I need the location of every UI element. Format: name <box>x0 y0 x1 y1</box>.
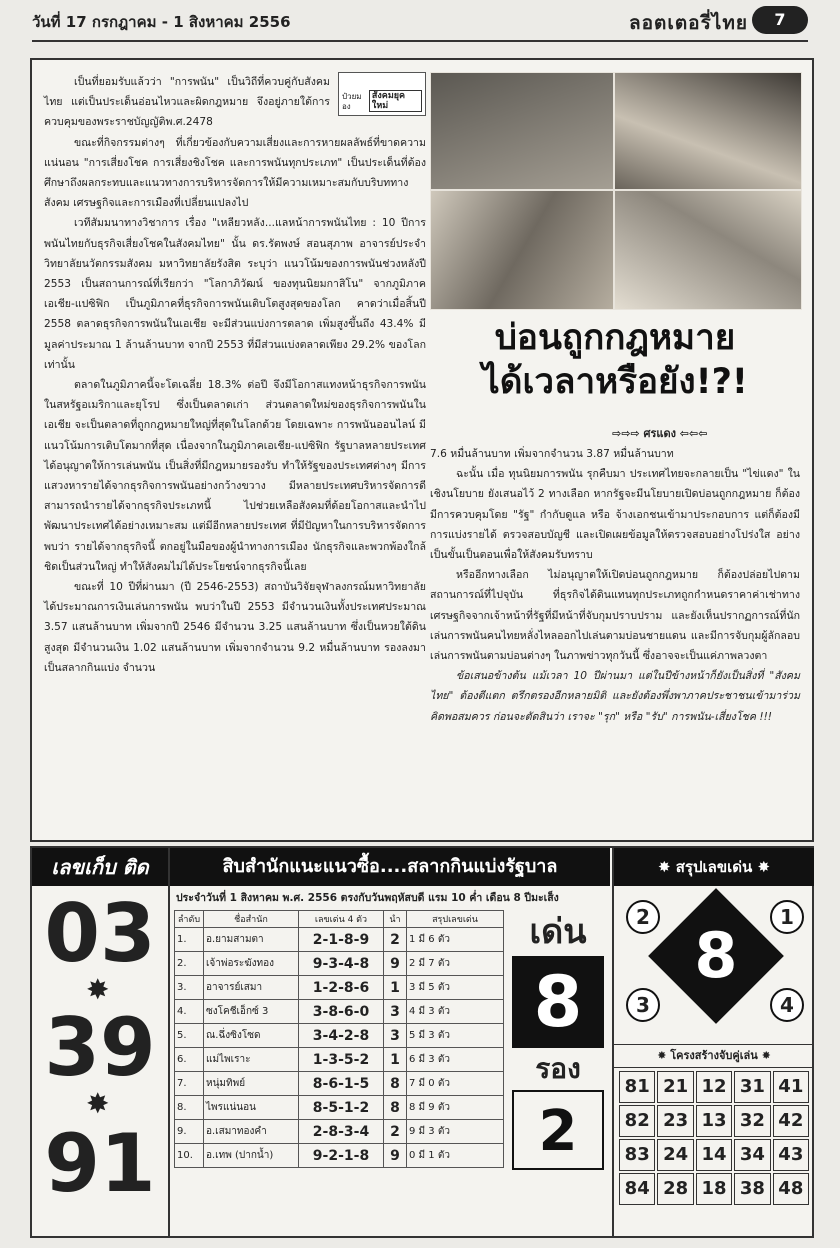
pair-number: 13 <box>696 1105 732 1137</box>
pair-number: 81 <box>619 1071 655 1103</box>
pair-number: 42 <box>773 1105 809 1137</box>
pair-number: 32 <box>734 1105 770 1137</box>
cell-no: 8. <box>175 1096 204 1120</box>
cell-digits: 3-4-2-8 <box>299 1024 384 1048</box>
cell-name: อาจารย์เสมา <box>204 976 299 1000</box>
cell-sum: 0 มี 1 ตัว <box>407 1144 504 1168</box>
headline <box>430 316 800 404</box>
byline: ⇨⇨⇨ ศรแดง ⇦⇦⇦ <box>612 427 708 440</box>
corner-number: 4 <box>770 988 804 1022</box>
cell-sum: 7 มี 0 ตัว <box>407 1072 504 1096</box>
cell-no: 2. <box>175 952 204 976</box>
draw-date-line: ประจำวันที่ 1 สิงหาคม พ.ศ. 2556 ตรงกับวันพฤหัสบดี แรม 10 ค่ำ เดือน 8 ปีมะเส็ง <box>176 892 559 904</box>
col-header: ชื่อสำนัก <box>204 911 299 928</box>
col-header: ลำดับ <box>175 911 204 928</box>
cell-sum: 2 มี 7 ตัว <box>407 952 504 976</box>
table-row <box>175 1144 504 1168</box>
summary-title: ✸ สรุปเลขเด่น ✸ <box>614 848 814 886</box>
main-label: เด่น <box>529 912 587 952</box>
table-row <box>175 1120 504 1144</box>
cell-sum: 8 มี 9 ตัว <box>407 1096 504 1120</box>
grid-row <box>618 1138 810 1172</box>
summary-panel <box>612 848 814 1236</box>
grid-row <box>618 1104 810 1138</box>
logo-text-1: ป๋วยมอง <box>342 92 362 111</box>
cell-sum: 6 มี 3 ตัว <box>407 1048 504 1072</box>
pair-number: 84 <box>619 1173 655 1205</box>
pair-number: 31 <box>734 1071 770 1103</box>
cell-no: 10. <box>175 1144 204 1168</box>
paragraph: ขณะที่ 10 ปีที่ผ่านมา (ปี 2546-2553) สถาบันวิจัยจุฬาลงกรณ์มหาวิทยาลัย ได้ประมาณการเงินเล่นการพนัน พบว่าในปี 2553 มีจำนวนเงินทั้งประเทศประมาณ 3.57 แสนล้านบาท เพิ่มจากปี 2546 มีจำนวน 3.25 แสนล้านบาท ซึ่งเป็นหวยใต้ดินสูงสุด มีจำนวนเงิน 1.02 แสนล้านบาท เพิ่มจากจำนวน 9.2 หมื่นล้านบาท รองลงมาเป็นสลากกินแบ่ง จำนวน <box>44 581 426 674</box>
table-row <box>175 1072 504 1096</box>
chips-photo <box>614 190 802 310</box>
cell-digits: 8-5-1-2 <box>299 1096 384 1120</box>
cell-lead: 1 <box>384 1048 407 1072</box>
ten-houses-panel <box>170 848 610 1236</box>
cell-sum: 9 มี 3 ตัว <box>407 1120 504 1144</box>
paragraph: ฉะนั้น เมื่อ ทุนนิยมการพนัน รุกคืบมา ประเทศไทยจะกลายเป็น "ไข่แดง" ในเชิงนโยบาย ยังเสนอไว้ 2 ทางเลือก หากรัฐจะมีนโยบายเปิดบ่อนถูกกฎหมาย ก็ต้องมีการควบคุมโดย "รัฐ" กำกับดูแล หรือ จ้างเอกชนเข้ามาประกอบการ แต่ก็ต้องมีการแบ่งรายได้ ตรวจสอบบัญชี และเปิดเผยข้อมูลให้ตรวจสอบอย่างโปร่งใส อย่างเป็นขั้นเป็นตอนเพื่อให้สังคมรับทราบ <box>430 468 800 562</box>
kept-numbers-title: เลขเก็บ ติด <box>32 848 168 886</box>
cell-lead: 2 <box>384 928 407 952</box>
paragraph: เวทีสัมมนาทางวิชาการ เรื่อง "เหลียวหลัง...แลหน้าการพนันไทย : 10 ปีการพนันไทยกับธุรกิจเสี่ยงโชคในสังคมไทย" นั้น ดร.รัตพงษ์ สอนสุภาพ อาจารย์ประจำวิทยาลัยนวัตกรรมสังคม มหาวิทยาลัยรังสิต ระบุว่า แนวโน้มของการพนันช่วงหลังปี 2553 เป็นสถานการณ์ที่เรียกว่า "โลกาภิวัฒน์ ของทุนนิยมกาสิโน" จากภูมิภาคเอเชีย-แปซิฟิก เป็นภูมิภาคที่ธุรกิจการพนันเติบโตสูงสุดของโลก คาดว่าเมื่อสิ้นปี 2558 ตลาดธุรกิจการพนันในเอเชีย จะมีส่วนแบ่งการตลาด เพิ่มสูงขึ้นถึง 43.4% มีมูลค่าประมาณ 1 ล้านล้านบาท จากปี 2553 ที่มีส่วนแบ่งตลาดเพียง 29.2% ของโลกเท่านั้น <box>44 217 426 371</box>
table-row <box>175 952 504 976</box>
pair-number: 21 <box>657 1071 693 1103</box>
corner-number: 1 <box>770 900 804 934</box>
cell-digits: 2-1-8-9 <box>299 928 384 952</box>
pair-number: 12 <box>696 1071 732 1103</box>
paragraph: 7.6 หมื่นล้านบาท เพิ่มจากจำนวน 3.87 หมื่นล้านบาท <box>430 448 674 460</box>
pairing-title-text: โครงสร้างจับคู่เล่น <box>670 1049 758 1062</box>
second-number: 2 <box>512 1090 604 1170</box>
pair-number: 41 <box>773 1071 809 1103</box>
cell-name: ไพรแน่นอน <box>204 1096 299 1120</box>
cell-digits: 2-8-3-4 <box>299 1120 384 1144</box>
cell-no: 4. <box>175 1000 204 1024</box>
cell-sum: 4 มี 3 ตัว <box>407 1000 504 1024</box>
pair-number: 48 <box>773 1173 809 1205</box>
kept-number: 03 <box>44 887 156 980</box>
article-left-column <box>44 72 426 678</box>
cell-name: ซงโคชีเอ็กซ์ 3 <box>204 1000 299 1024</box>
cell-sum: 5 มี 3 ตัว <box>407 1024 504 1048</box>
cell-no: 9. <box>175 1120 204 1144</box>
pair-number: 14 <box>696 1139 732 1171</box>
headline-line-1: บ่อนถูกกฎหมาย <box>494 318 736 358</box>
lottery-section <box>30 846 814 1238</box>
cell-lead: 1 <box>384 976 407 1000</box>
pair-number: 28 <box>657 1173 693 1205</box>
pair-number: 23 <box>657 1105 693 1137</box>
cell-lead: 9 <box>384 1144 407 1168</box>
pair-number: 83 <box>619 1139 655 1171</box>
cell-no: 1. <box>175 928 204 952</box>
pairing-grid <box>618 1070 810 1206</box>
cell-sum: 3 มี 5 ตัว <box>407 976 504 1000</box>
table-row <box>175 1096 504 1120</box>
article-right-column <box>430 444 800 727</box>
header-divider <box>32 40 808 42</box>
cell-name: แม่ไพเราะ <box>204 1048 299 1072</box>
pairing-title: ✸ โครงสร้างจับคู่เล่น ✸ <box>614 1044 814 1068</box>
grid-row <box>618 1070 810 1104</box>
table-row <box>175 1048 504 1072</box>
table-row <box>175 1000 504 1024</box>
article-box <box>30 58 814 842</box>
diamond-number: 8 <box>694 919 738 992</box>
kept-number: 39 <box>44 1001 156 1094</box>
cell-lead: 2 <box>384 1120 407 1144</box>
page-number: 7 <box>752 6 808 34</box>
main-number: 8 <box>512 956 604 1048</box>
cell-name: อ.ยามสามตา <box>204 928 299 952</box>
summary-title-text: สรุปเลขเด่น <box>675 858 753 876</box>
cell-lead: 3 <box>384 1024 407 1048</box>
table-row <box>175 976 504 1000</box>
logo-text-2: สังคมยุคใหม่ <box>369 90 422 112</box>
pair-number: 34 <box>734 1139 770 1171</box>
cell-no: 6. <box>175 1048 204 1072</box>
corner-number: 3 <box>626 988 660 1022</box>
star-icon: ✸ <box>86 973 110 1006</box>
cell-digits: 1-2-8-6 <box>299 976 384 1000</box>
cell-name: ณ.ฉึ่งซิงโซด <box>204 1024 299 1048</box>
paragraph: ขณะที่กิจกรรมต่างๆ ที่เกี่ยวข้องกับความเสี่ยงและการหายผลลัพธ์ที่ขาดความแน่นอน "การเสี่ยงโชค การเสี่ยงชิงโชค และการพนันทุกประเภท" เป็นประเด็นที่ต้องศึกษาถึงผลกระทบและแนวทางการบริหารจัดการให้มีความเหมาะสมกับบริบททางสังคม เศรษฐกิจและการเมืองที่เปลี่ยนแปลงไป <box>44 136 426 210</box>
cell-lead: 3 <box>384 1000 407 1024</box>
col-header: นำ <box>384 911 407 928</box>
prediction-table <box>174 910 504 1168</box>
closing-paragraph: ข้อเสนอข้างต้น แม้เวลา 10 ปีผ่านมา แต่ในปีข้างหน้าก็ยังเป็นสิ่งที่ "สังคมไทย" ต้องตีแตก ตรึกตรองอีกหลายมิติ และยังต้องพึ่งพาภาคประชาชนเข้ามาร่วมคิดพอสมควร ก่อนจะตัดสินว่า เราจะ "รุก" หรือ "รับ" การพนัน-เสี่ยงโชค !!! <box>430 670 800 723</box>
cell-digits: 9-3-4-8 <box>299 952 384 976</box>
paragraph: ตลาดในภูมิภาคนี้จะโตเฉลี่ย 18.3% ต่อปี จึงมีโอกาสแทงหน้าธุรกิจการพนันในสหรัฐอเมริกาและยุโรป ซึ่งเป็นตลาดเก่า ส่วนตลาดใหม่ของธุรกิจการพนันในเอเชีย จะเป็นตลาดที่ถูกกฎหมายใหญ่ที่สุดในโลกด้วย โดยเฉพาะ การพนันออนไลน์ มีแนวโน้มการเติบโตมากที่สุด เนื่องจากในภูมิภาคเอเชีย-แปซิฟิก รัฐบาลหลายประเทศได้อนุญาตให้การเล่นพนัน เป็นสิ่งที่มีกฎหมายรองรับ ทำให้รัฐของประเทศต่างๆ มีการแสวงหารายได้จากธุรกิจการพนันอย่างกว้างขวาง มีหลายประเทศบริหารจัดการดี สามารถนำรายได้จากธุรกิจประเภทนี้ ไปช่วยเหลือสังคมที่ด้อยโอกาสและนำไปพัฒนาประเทศได้อย่างเหมาะสม แต่มีอีกหลายประเทศ ที่มีปัญหาในการบริหารจัดการ พบว่า รายได้จากธุรกิจนี้ ตกอยู่ในมือของผู้นำทางการเมือง นักธุรกิจและพวกพ้องใกล้ชิดเป็นส่วนใหญ่ ทำให้สังคมไม่ได้ประโยชน์จากธุรกิจนี้เลย <box>44 379 426 573</box>
paragraph: หรืออีกทางเลือก ไม่อนุญาตให้เปิดบ่อนถูกกฎหมาย ก็ต้องปล่อยไปตามสถานการณ์ที่ไปจุบัน ที่ธุรกิจได้ดินแทนทุกประเภทถูกกำหนดราคาค่าเช่าทางเศรษฐกิจจากเจ้าหน้าที่รัฐที่มีหน้าที่จับกุมปราบปราม และยังเห็นปรากฏการณ์ที่นักเล่นการพนันคนไทยหลั่งไหลออกไปเล่นตามบ่อนชายแดน และมีการจับกุมผู้ลักลอบเล่นการพนันตามบ่อนต่างๆ ในภาพข่าวทุกวันนี้ ซึ่งอาจจะเป็นแค่ภาพลวงตา <box>430 569 800 663</box>
cell-lead: 9 <box>384 952 407 976</box>
cell-lead: 8 <box>384 1072 407 1096</box>
page-header <box>32 6 808 36</box>
pair-number: 43 <box>773 1139 809 1171</box>
col-header: เลขเด่น 4 ตัว <box>299 911 384 928</box>
magazine-brand: ลอตเตอรี่ไทย <box>628 12 748 34</box>
ten-houses-title: สิบสำนักแนะแนวซื้อ....สลากกินแบ่งรัฐบาล <box>170 848 610 886</box>
grid-row <box>618 1172 810 1206</box>
cell-digits: 9-2-1-8 <box>299 1144 384 1168</box>
kept-number: 91 <box>44 1117 156 1210</box>
corner-number: 2 <box>626 900 660 934</box>
cell-no: 5. <box>175 1024 204 1048</box>
cell-sum: 1 มี 6 ตัว <box>407 928 504 952</box>
main-number-panel <box>508 910 608 1232</box>
paragraph: เป็นที่ยอมรับแล้วว่า "การพนัน" เป็นวิถีที่ควบคู่กับสังคมไทย แต่เป็นประเด็นอ่อนไหวและผิดกฎหมาย จึงอยู่ภายใต้การควบคุมของพระราชบัญญัติพ.ศ.2478 <box>44 76 330 129</box>
roulette-photo <box>614 72 802 190</box>
cards-photo <box>430 72 614 190</box>
pair-number: 38 <box>734 1173 770 1205</box>
kept-numbers-panel <box>32 848 170 1236</box>
pair-number: 18 <box>696 1173 732 1205</box>
issue-date: วันที่ 17 กรกฎาคม - 1 สิงหาคม 2556 <box>32 13 291 31</box>
pair-number: 24 <box>657 1139 693 1171</box>
dealer-photo <box>430 190 614 310</box>
cell-name: อ.เทพ (ปากน้ำ) <box>204 1144 299 1168</box>
table-row <box>175 1024 504 1048</box>
second-label: รอง <box>535 1052 581 1085</box>
col-header: สรุปเลขเด่น <box>407 911 504 928</box>
cell-name: อ.เสมาทองคำ <box>204 1120 299 1144</box>
cell-digits: 8-6-1-5 <box>299 1072 384 1096</box>
cell-digits: 3-8-6-0 <box>299 1000 384 1024</box>
pair-number: 82 <box>619 1105 655 1137</box>
table-row <box>175 928 504 952</box>
column-logo <box>338 72 426 116</box>
cell-lead: 8 <box>384 1096 407 1120</box>
cell-name: หนุ่มทิพย์ <box>204 1072 299 1096</box>
star-icon: ✸ <box>86 1087 110 1120</box>
cell-digits: 1-3-5-2 <box>299 1048 384 1072</box>
cell-name: เจ้าพ่อระฆังทอง <box>204 952 299 976</box>
cell-no: 7. <box>175 1072 204 1096</box>
cell-no: 3. <box>175 976 204 1000</box>
headline-line-2: ได้เวลาหรือยัง!?! <box>482 362 748 402</box>
casino-photo-collage <box>430 72 800 308</box>
